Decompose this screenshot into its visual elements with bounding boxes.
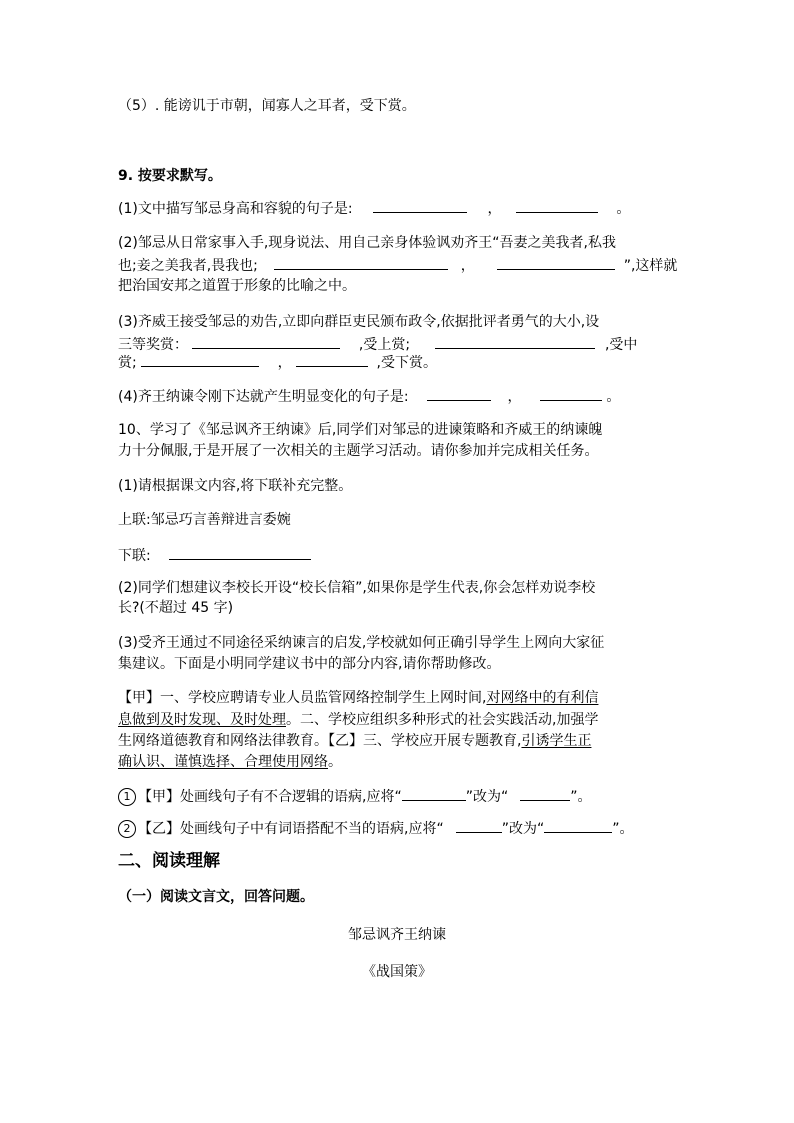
- correction-item-2: [118, 818, 633, 839]
- section-title-reading: 二、阅读理解: [118, 851, 220, 871]
- q10-intro-line1: 10、学习了《邹忌讽齐王纳谏》后,同学们对邹忌的进谏策略和齐威王的纳谏魄: [118, 422, 603, 438]
- blank-answer[interactable]: [296, 352, 368, 367]
- blank-answer[interactable]: [497, 255, 615, 270]
- correction-text: 【乙】处画线句子中有词语搭配不当的语病,应将“: [138, 821, 444, 837]
- q9-part4-label: (4)齐王纳谏令刚下达就产生明显变化的句子是:: [118, 389, 409, 405]
- period: 。: [616, 201, 631, 217]
- q9-part2-line1: (2)邹忌从日常家事入手,现身说法、用自己亲身体验讽劝齐王“吾妻之美我者,私我: [118, 235, 616, 251]
- article-title: 邹忌讽齐王纳谏: [348, 927, 446, 943]
- blank-answer[interactable]: [427, 386, 491, 401]
- comma: ，: [277, 355, 292, 371]
- correction-text: ”改为“: [501, 821, 545, 837]
- q10-sub1: (1)请根据课文内容,将下联补充完整。: [118, 478, 353, 494]
- correction-text: 【甲】处画线句子有不合逻辑的语病,应将“: [138, 789, 402, 805]
- section-subtitle: （一）阅读文言文，回答问题。: [118, 889, 314, 905]
- correction-text: ”。: [612, 821, 634, 837]
- correction-text: ”。: [570, 789, 592, 805]
- q9-part3-line2-start: 三等奖赏：: [118, 337, 188, 353]
- underlined-sentence-jia: 对网络中的有利信: [486, 690, 599, 706]
- couplet-lower-label: 下联:: [118, 548, 151, 564]
- circled-number-1: 1: [118, 788, 136, 806]
- q9-part3-line3-end: ,受下赏。: [376, 355, 437, 371]
- comma: ，: [487, 201, 502, 217]
- couplet-upper: 上联:邹忌巧言善辩进言委婉: [118, 512, 291, 528]
- underlined-sentence-yi: 确认识、谨慎选择、合理使用网络: [118, 754, 328, 770]
- underlined-sentence-yi: 引诱学生正: [521, 733, 592, 749]
- proposal-line1: [118, 688, 598, 708]
- proposal-text: 。二、学校应组织多种形式的社会实践活动,加强学: [286, 712, 599, 728]
- circled-number-2: 2: [118, 820, 136, 838]
- proposal-text: 【甲】一、学校应聘请专业人员监管网络控制学生上网时间,: [118, 690, 487, 706]
- blank-answer[interactable]: [274, 255, 448, 270]
- q9-part2-line3: 把治国安邦之道置于形象的比喻之中。: [118, 278, 356, 294]
- q9-part4: [118, 386, 620, 407]
- blank-answer[interactable]: [520, 786, 570, 801]
- couplet-lower: [118, 545, 311, 566]
- q9-part1-label: (1)文中描写邹忌身高和容貌的句子是:: [118, 201, 353, 217]
- correction-text: ”改为“: [465, 789, 509, 805]
- q9-part3-line2-mid: ,受上赏;: [358, 337, 411, 353]
- q10-intro-line2: 力十分佩服,于是开展了一次相关的主题学习活动。请你参加并完成相关任务。: [118, 443, 599, 459]
- blank-answer[interactable]: [373, 198, 467, 213]
- article-source: 《战国策》: [362, 964, 432, 980]
- blank-answer[interactable]: [169, 545, 311, 560]
- q8-item-5: （5）. 能谤讥于市朝，闻寡人之耳者，受下赏。: [118, 98, 416, 114]
- proposal-text: 。: [328, 754, 342, 770]
- q9-part3-line3-start: 赏;: [118, 355, 137, 371]
- q10-sub2-line1: (2)同学们想建议李校长开设“校长信箱”,如果你是学生代表,你会怎样劝说李校: [118, 580, 596, 596]
- q9-part1: [118, 198, 630, 219]
- comma: ，: [507, 389, 522, 405]
- q9-part3-line3: [118, 352, 437, 373]
- q9-part3-line1: (3)齐威王接受邹忌的劝告,立即向群臣吏民颁布政令,依据批评者勇气的大小,设: [118, 314, 600, 330]
- q9-part3-line2-end: ,受中: [604, 337, 638, 353]
- q9-part2-line2-end: ”,这样就: [623, 258, 678, 274]
- proposal-line4: [118, 752, 342, 772]
- q9-heading: 9. 按要求默写。: [118, 168, 222, 184]
- proposal-line2: [118, 710, 598, 730]
- comma: ，: [460, 258, 475, 274]
- proposal-line3: [118, 731, 591, 751]
- q10-sub2-line2: 长?(不超过 45 字): [118, 600, 234, 616]
- blank-answer[interactable]: [192, 334, 340, 349]
- blank-answer[interactable]: [540, 386, 602, 401]
- underlined-sentence-jia: 息做到及时发现、及时处理: [118, 712, 286, 728]
- blank-answer[interactable]: [544, 818, 612, 833]
- q10-sub3-line2: 集建议。下面是小明同学建议书中的部分内容,请你帮助修改。: [118, 656, 501, 672]
- correction-item-1: [118, 786, 591, 807]
- blank-answer[interactable]: [435, 334, 595, 349]
- proposal-text: 生网络道德教育和网络法律教育。【乙】三、学校应开展专题教育,: [118, 733, 522, 749]
- blank-answer[interactable]: [402, 786, 466, 801]
- blank-answer[interactable]: [456, 818, 502, 833]
- period: 。: [606, 389, 621, 405]
- q9-part2-line2: [118, 255, 677, 276]
- blank-answer[interactable]: [516, 198, 598, 213]
- q10-sub3-line1: (3)受齐王通过不同途径采纳谏言的启发,学校就如何正确引导学生上网向大家征: [118, 635, 605, 651]
- q9-part2-line2-start: 也;妾之美我者,畏我也;: [118, 258, 258, 274]
- blank-answer[interactable]: [141, 352, 259, 367]
